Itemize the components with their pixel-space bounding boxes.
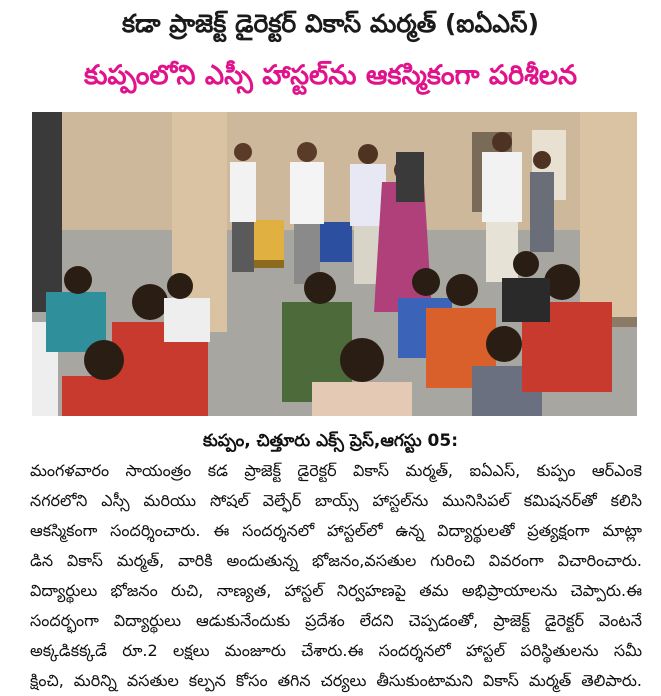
- article-line: క్షించి, మరిన్ని వసతుల కల్పన కోసం తగిన చర్యలు తీసుకుంటామని వికాస్ మర్మత్ తెలిపారు.: [30, 671, 642, 690]
- article-line: మంగళవారం సాయంత్రం కడ ప్రాజెక్ట్ డైరెక్టర్ వికాస్ మర్మత్, ఐఏఎస్, కుప్పం ఆర్ఎంకె: [30, 461, 642, 480]
- article-line: ఆకస్మికంగా సందర్శించారు. ఈ సందర్శనలో హాస్టల్‌లో ఉన్న విద్యార్థులతో ప్రత్యక్షంగా మాట్లా: [30, 521, 642, 540]
- article-body: [30, 456, 642, 696]
- article-dateline: కుప్పం, చిత్తూరు ఎక్స్ ప్రెస్,ఆగస్టు 05:: [203, 431, 458, 451]
- hostel-inspection-illustration: [32, 112, 637, 416]
- headline-subtitle: కడా ప్రాజెక్ట్ డైరెక్టర్ వికాస్ మర్మత్ (ఐఏఎస్): [122, 9, 539, 38]
- pillar-right: [580, 112, 637, 322]
- article-line: నగరలోని ఎస్సీ మరియు సోషల్ వెల్ఫేర్ బాయ్స్ హాస్టల్‌ను మునిసిపల్ కమిషనర్‌తో కలిసి: [30, 491, 642, 510]
- article-line: సందర్భంగా విద్యార్థులు ఆడుకునేందుకు ప్రదేశం లేదని చెప్పడంతో, ప్రాజెక్ట్ డైరెక్టర్ వెంటనే: [30, 611, 642, 630]
- news-photo: [32, 112, 637, 416]
- article-line: డిన వికాస్ మర్మత్, వారికి అందుతున్న భోజనం,వసతుల గురించి వివరంగా విచారించారు.: [30, 551, 642, 570]
- article-line: విద్యార్థులు భోజనం రుచి, నాణ్యత, హాస్టల్ నిర్వహణపై తమ అభిప్రాయాలను చెప్పారు.ఈ: [30, 581, 642, 600]
- left-figure-shadow: [32, 112, 62, 312]
- article-line: అక్కడికక్కడే రూ.2 లక్షలు మంజూరు చేశారు.ఈ సందర్శనలో హాస్టల్ పరిస్థితులను సమీ: [30, 641, 642, 660]
- headline-title: కుప్పంలోని ఎస్సీ హాస్టల్‌ను ఆకస్మికంగా పరిశీలన: [83, 60, 578, 91]
